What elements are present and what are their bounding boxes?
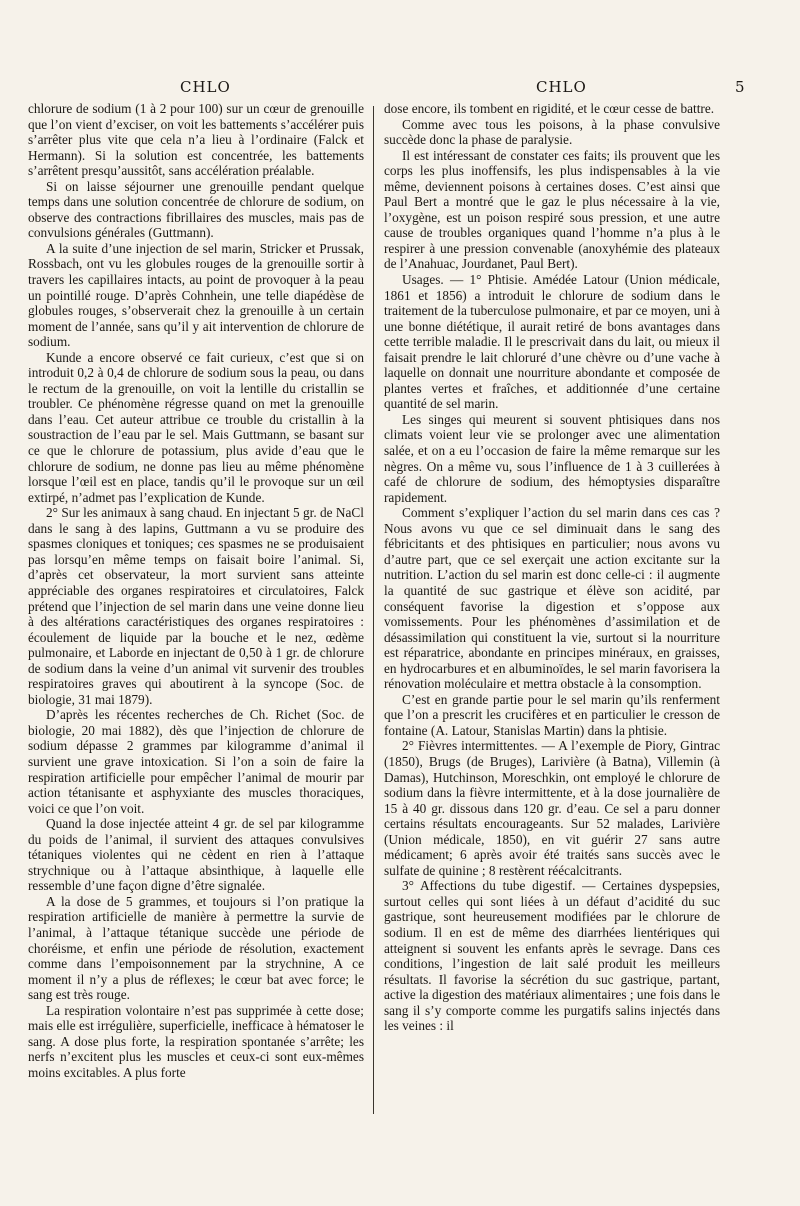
paragraph: C’est en grande partie pour le sel marin qu’ils renferment que l’on a prescrit les crucifères et en particulier le cresson de fontaine (A. Latour, Stanislas Martin) dans la phtisie. — [384, 691, 720, 738]
paragraph: dose encore, ils tombent en rigidité, et le cœur cesse de battre. — [384, 101, 715, 116]
paragraph: Comme avec tous les poisons, à la phase convulsive succède donc la phase de paralysie. — [384, 116, 720, 148]
paragraph: Si on laisse séjourner une grenouille pendant quelque temps dans une solution concentrée de chlorure de sodium, on observe des contractions fibrillaires des muscles, mais pas de convulsions générales (Guttmann). — [28, 178, 364, 241]
paragraph: A la suite d’une injection de sel marin, Stricker et Prussak, Rossbach, ont vu les globules rouges de la grenouille sortir à travers les capillaires intacts, au point de provoquer à la peau un pointillé rouge. D’après Cohnhein, une telle diapédèse de globules rouges, s’observerait chez la grenouille à un certain moment de l’année, sans qu’il y ait intervention de chlorure de sodium. — [28, 240, 364, 350]
paragraph: Il est intéressant de constater ces faits; ils prouvent que les corps les plus inoffensifs, les plus indispensables à la vie même, deviennent poisons à certaines doses. C’est ainsi que Paul Bert a montré que le gaz le plus nécessaire à la vie, l’oxygène, est un poison respiré sous pression, et une autre cause de troubles organiques quand l’homme n’a plus à le respirer à une pression convenable (anoxyhémie des plateaux de l’Anahuac, Jourdanet, Paul Bert). — [384, 147, 720, 272]
paragraph: Kunde a encore observé ce fait curieux, c’est que si on introduit 0,2 à 0,4 de chlorure de sodium sous la peau, ou dans le rectum de la grenouille, on voit la lentille du cristallin se troubler. Ce phénomène régresse quand on met la grenouille dans l’eau. Cet auteur attribue ce trouble du cristallin à la soustraction de l’eau par le sel. Mais Guttmann, se basant sur ce que le chlorure de potassium, plus avide d’eau que le chlorure de sodium, ne donne pas lieu au même phénomène lorsque l’œil est en place, tandis qu’il le provoque sur un œil extirpé, n’admet pas l’explication de Kunde. — [28, 349, 364, 505]
paragraph: 3° Affections du tube digestif. — Certaines dyspepsies, surtout celles qui sont liées à un défaut d’acidité du suc gastrique, sont heureusement modifiées par le chlorure de sodium. Il en est de même des diarrhées lientériques qui atteignent si souvent les enfants après le sevrage. Dans ces conditions, l’ingestion de lait salé produit les meilleurs résultats. Il favorise la sécrétion du suc gastrique, partant, active la digestion des matériaux alimentaires ; une fois dans le sang il s’y comporte comme les purgatifs salins injectés dans les veines : il — [384, 878, 721, 1034]
paragraph: Quand la dose injectée atteint 4 gr. de sel par kilogramme du poids de l’animal, il survient des attaques convulsives tétaniques violentes qui ne cèdent en rien à l’attaque strychnique ou à l’attaque absinthique, à laquelle elle ressemble d’une façon digne d’être signalée. — [28, 816, 364, 894]
paragraph: D’après les récentes recherches de Ch. Richet (Soc. de biologie, 20 mai 1882), dès que l’injection de chlorure de sodium dépasse 2 grammes par kilogramme d’animal il survient une grave intoxication. Si l’on a soin de faire la respiration artificielle pour empêcher l’animal de mourir par action tétanisante et asphyxiante des muscles thoraciques, voici ce que l’on voit. — [28, 707, 364, 816]
paragraph: A la dose de 5 grammes, et toujours si l’on pratique la respiration artificielle de manière à permettre la survie de l’animal, à l’attaque tétanique succède une période de choréisme, et enfin une période de résolution, exactement comme dans l’empoisonnement par la strychnine, A ce moment il n’y a plus de réflexes; le cœur bat avec force; le sang est très rouge. — [28, 893, 364, 1003]
right-column — [384, 101, 720, 1034]
page-number: 5 — [735, 78, 745, 96]
paragraph: La respiration volontaire n’est pas supprimée à cette dose; mais elle est irrégulière, superficielle, inefficace à hématoser le sang. A dose plus forte, la respiration spontanée s’arrête; les nerfs n’excitent plus les muscles et ceux-ci sont eux-mêmes moins excitables. A plus forte — [28, 1002, 364, 1080]
paragraph: 2° Sur les animaux à sang chaud. En injectant 5 gr. de NaCl dans le sang à des lapins, Guttmann a vu se produire des spasmes cloniques et toniques; ces spasmes ne se produisaient pas lorsqu’en même temps on faisait boire l’animal. Si, d’après cet observateur, la mort survient sans atteinte appréciable des organes respiratoires et circulatoires, Falck prétend que l’injection de sel marin dans une veine donne lieu à des altérations caractéristiques des organes respiratoires : écoulement de liquide par la bouche et le nez, œdème pulmonaire, et Laborde en injectant de 0,50 à 1 gr. de chlorure de sodium dans la veine d’un animal vit survenir des troubles respiratoires graves qui aboutirent à la syncope (Soc. de biologie, 31 mai 1879). — [28, 505, 364, 707]
paragraph: 2° Fièvres intermittentes. — A l’exemple de Piory, Gintrac (1850), Brugs (de Bruges), Larivière (à Batna), Villemin (à Damas), Hutchinson, Moreschkin, ont employé le chlorure de sodium dans la fièvre intermittente, et à la dose journalière de 15 à 40 gr. dissous dans 120 gr. d’eau. Ce sel a paru donner certains résultats encourageants. Sur 52 malades, Larivière (Union médicale, 1850), en vit guérir 27 sans autre médicament; 6 après avoir été traités sans succès avec le sulfate de quinine ; 8 restèrent réécalcitrants. — [384, 738, 720, 878]
paragraph: chlorure de sodium (1 à 2 pour 100) sur un cœur de grenouille que l’on vient d’exciser, on voit les battements s’accélérer puis s’arrêter plus vite que cela n’a lieu à l’ordinaire (Falck et Hermann). Si la solution est concentrée, les battements s’arrêtent presqu’aussitôt, sans accélération préalable. — [28, 101, 364, 179]
column-divider — [373, 106, 374, 1114]
left-column — [28, 101, 364, 1080]
running-header-right: CHLO — [536, 78, 587, 96]
paragraph: Usages. — 1° Phtisie. Amédée Latour (Union médicale, 1861 et 1856) a introduit le chlorure de sodium dans le traitement de la tuberculose pulmonaire, et par ce moyen, uni à une bonne diététique, il aurait retiré de bons avantages dans cette terrible maladie. Il le prescrivait dans du lait, ou mieux il faisait prendre le lait chloruré d’une chèvre ou d’une vache à laquelle on donnait une nourriture abondante et composée de plantes vertes et fraîches, et additionnée d’une certaine quantité de sel marin. — [384, 272, 720, 412]
running-header-left: CHLO — [180, 78, 231, 96]
paragraph: Comment s’expliquer l’action du sel marin dans ces cas ? Nous avons vu que ce sel diminuait dans le sang des fébricitants et des phtisiques en particulier; nous avons vu d’autre part, que ce sel exerçait une action excitante sur la nutrition. L’action du sel marin est donc celle-ci : il augmente la quantité de suc gastrique et élève son acidité, par conséquent favorise la digestion et s’oppose aux vomissements. Pour les phénomènes d’assimilation et de désassimilation qui constituent la vie, surtout si la nourriture est réparatrice, abondante en principes minéraux, en graisses, en hydrocarbures et en albuminoïdes, le sel marin favorisera la rénovation moléculaire et mettra obstacle à la consomption. — [384, 505, 720, 692]
paragraph: Les singes qui meurent si souvent phtisiques dans nos climats voient leur vie se prolonger avec une alimentation salée, et on a eu l’occasion de faire la même remarque sur les nègres. On a même vu, sous l’influence de 1 à 3 cuillerées à café de chlorure de sodium, des hémoptysies disparaître rapidement. — [384, 411, 720, 505]
